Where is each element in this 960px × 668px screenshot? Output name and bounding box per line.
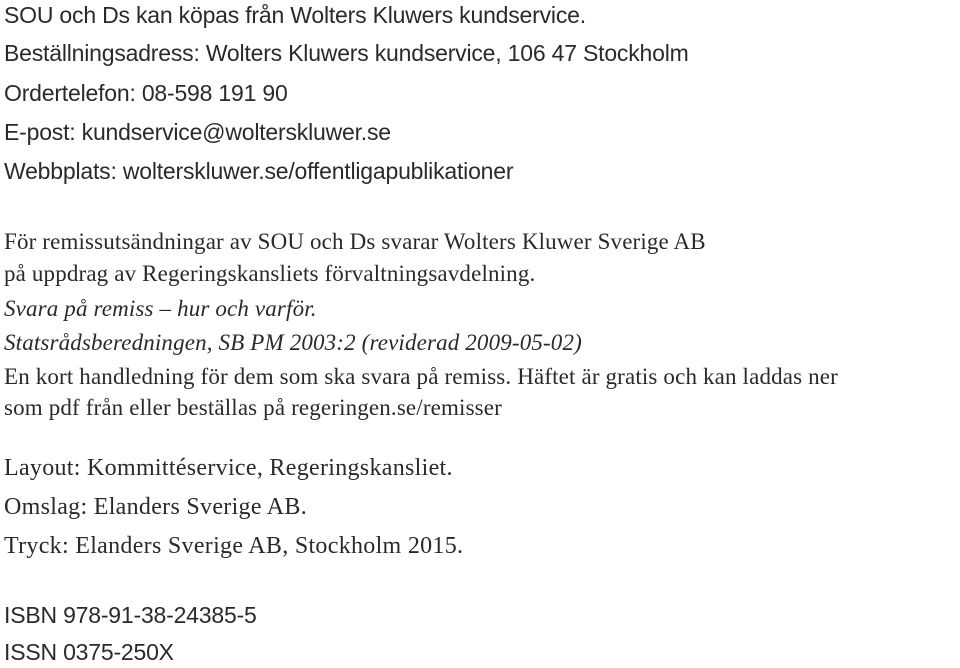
issn: ISSN 0375-250X: [4, 639, 174, 665]
ordering-intro: SOU och Ds kan köpas från Wolters Kluwers kundservice.: [4, 2, 586, 28]
order-phone: Ordertelefon: 08-598 191 90: [4, 80, 288, 106]
colophon-page: [4, 0, 960, 668]
credit-print: Tryck: Elanders Sverige AB, Stockholm 2015.: [4, 533, 464, 559]
publication-description-2: som pdf från eller beställas på regeringen.se/remisser: [4, 395, 502, 420]
publication-description-1: En kort handledning för dem som ska svara på remiss. Häftet är gratis och kan laddas ner: [4, 364, 838, 389]
referral-line-2: på uppdrag av Regeringskansliets förvaltningsavdelning.: [4, 261, 536, 286]
publication-title: Svara på remiss – hur och varför.: [4, 296, 317, 321]
order-website: Webbplats: wolterskluwer.se/offentligapublikationer: [4, 158, 514, 184]
credit-layout: Layout: Kommittéservice, Regeringskansliet.: [4, 455, 453, 481]
credit-cover: Omslag: Elanders Sverige AB.: [4, 494, 308, 520]
publication-reference: Statsrådsberedningen, SB PM 2003:2 (reviderad 2009-05-02): [4, 330, 582, 355]
order-address: Beställningsadress: Wolters Kluwers kundservice, 106 47 Stockholm: [4, 40, 689, 66]
order-email: E-post: kundservice@wolterskluwer.se: [4, 119, 391, 145]
isbn: ISBN 978-91-38-24385-5: [4, 602, 257, 628]
referral-line-1: För remissutsändningar av SOU och Ds svarar Wolters Kluwer Sverige AB: [4, 229, 706, 254]
